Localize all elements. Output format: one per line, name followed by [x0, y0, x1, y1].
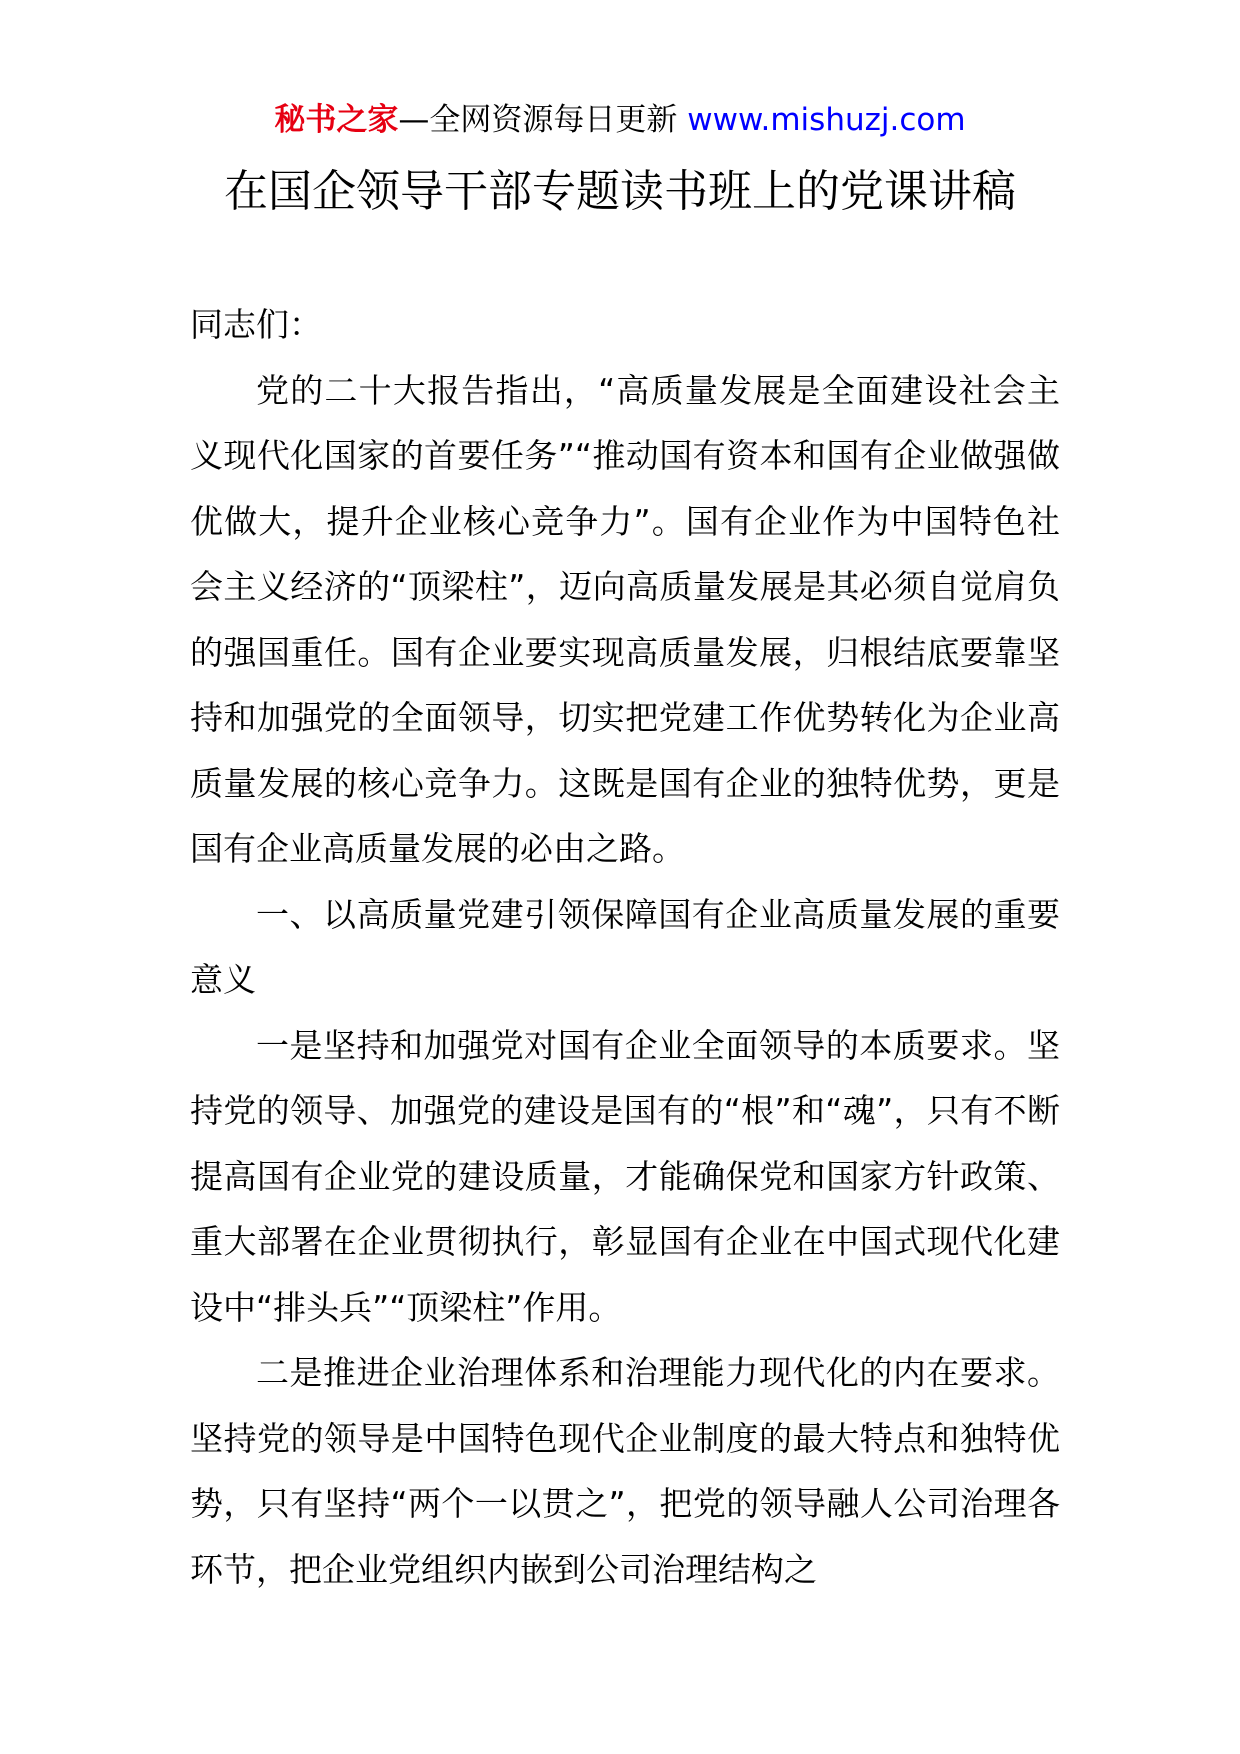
site-header — [0, 100, 1240, 140]
paragraph-point-one: 一是坚持和加强党对国有企业全面领导的本质要求。坚持党的领导、加强党的建设是国有的“根”和“魂”，只有不断提高国有企业党的建设质量，才能确保党和国家方针政策、重大部署在企业贯彻执行，彰显国有企业在中国式现代化建设中“排头兵”“顶梁柱”作用。 — [190, 1025, 1060, 1327]
paragraph-point-two: 二是推进企业治理体系和治理能力现代化的内在要求。坚持党的领导是中国特色现代企业制度的最大特点和独特优势，只有坚持“两个一以贯之”，把党的领导融人公司治理各环节，把企业党组织内嵌到公司治理结构之 — [190, 1353, 1060, 1589]
section-heading: 一、以高质量党建引领保障国有企业高质量发展的重要意义 — [190, 894, 1060, 999]
site-url-link[interactable]: www.mishuzj.com — [687, 102, 966, 138]
document-body — [190, 292, 1060, 1602]
brand-name: 秘书之家 — [274, 102, 399, 138]
salutation: 同志们： — [190, 305, 322, 344]
header-tagline: —全网资源每日更新 — [398, 102, 688, 138]
document-title: 在国企领导干部专题读书班上的党课讲稿 — [224, 166, 1016, 217]
paragraph-intro: 党的二十大报告指出，“高质量发展是全面建设社会主义现代化国家的首要任务”“推动国有资本和国有企业做强做优做大，提升企业核心竞争力”。国有企业作为中国特色社会主义经济的“顶梁柱”，迈向高质量发展是其必须自觉肩负的强国重任。国有企业要实现高质量发展，归根结底要靠坚持和加强党的全面领导，切实把党建工作优势转化为企业高质量发展的核心竞争力。这既是国有企业的独特优势，更是国有企业高质量发展的必由之路。 — [190, 370, 1060, 868]
